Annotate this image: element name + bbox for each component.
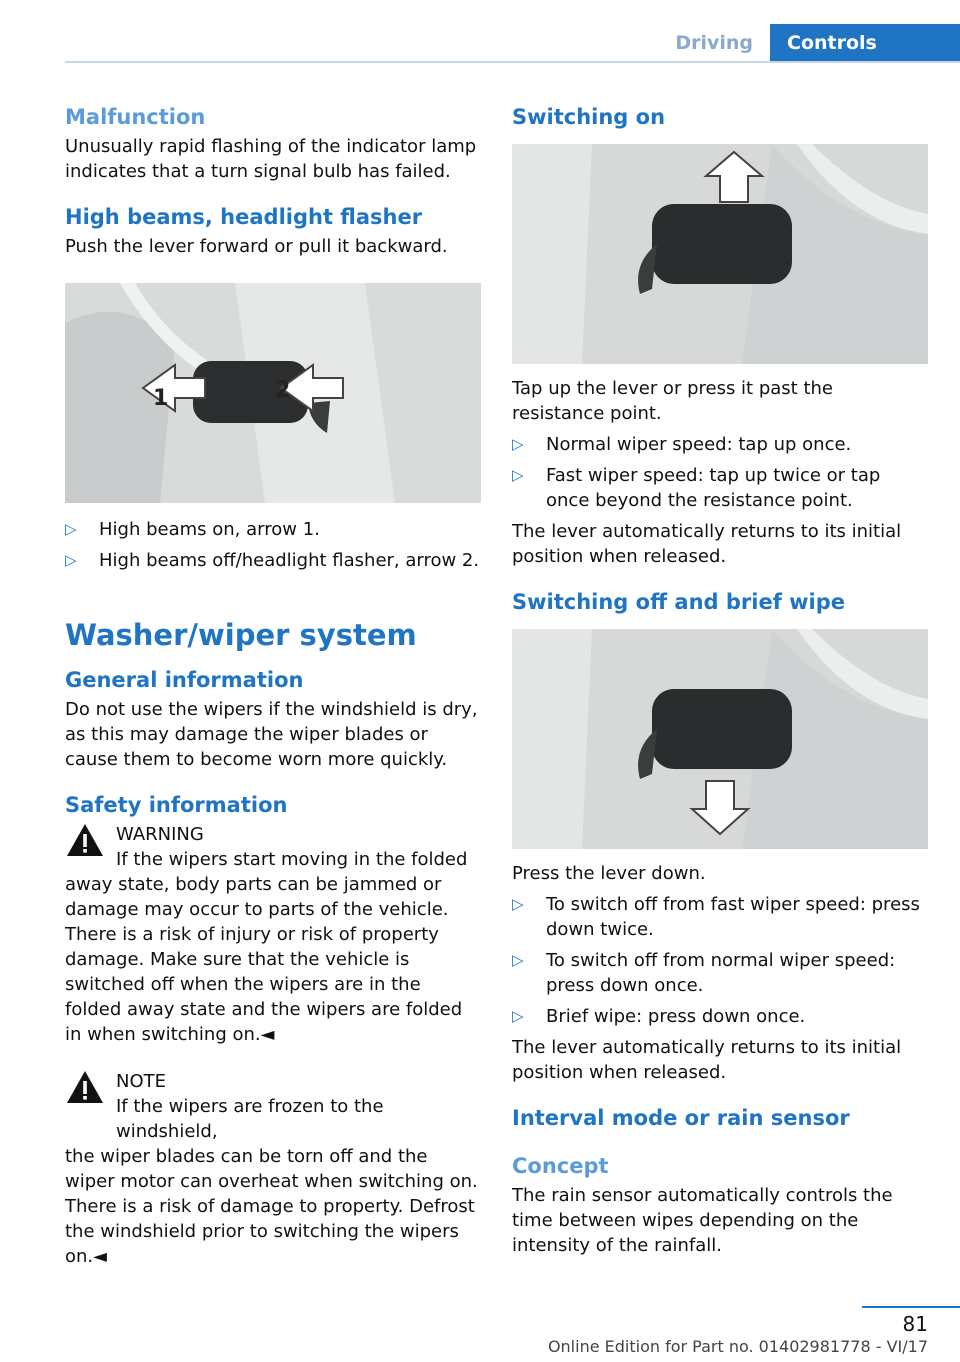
switching-on-figure [512, 144, 928, 364]
tab-controls[interactable]: Controls [770, 24, 960, 62]
list-item: ▷ High beams on, arrow 1. [65, 519, 320, 540]
return-text-1: The lever automatically returns to its initial position when released. [512, 521, 902, 567]
section-title: Washer/wiper system [65, 618, 417, 652]
note-label: NOTE [116, 1071, 167, 1092]
triangle-right-outline-icon: ▷ [512, 895, 524, 913]
header-tabs [658, 24, 960, 62]
tab-driving[interactable]: Driving [675, 32, 753, 54]
switching-off-text: Press the lever down. [512, 863, 706, 884]
list-item: ▷ Normal wiper speed: tap up once. [512, 434, 852, 455]
interval-heading: Interval mode or rain sensor [512, 1106, 850, 1130]
note-text: the wiper blades can be torn off and the wiper motor can overheat when switching on. There is a risk of damage to property. Defrost the windshield prior to switching the wipers on.◄ [65, 1146, 478, 1267]
footer-divider [862, 1306, 960, 1308]
warning-text: away state, body parts can be jammed or damage may occur to parts of the vehicle. There is a risk of injury or risk of property damage. Make sure that the vehicle is switched off when the wipers are in the folded away state and the wipers are folded in when switching on.◄ [65, 874, 463, 1045]
highbeam-lever-figure [65, 283, 481, 503]
triangle-right-outline-icon: ▷ [512, 466, 524, 484]
right-column [512, 100, 928, 1258]
highbeam-list [65, 517, 481, 573]
highbeams-heading: High beams, headlight flasher [65, 205, 423, 229]
left-column [65, 100, 481, 1269]
switching-off-heading: Switching off and brief wipe [512, 590, 846, 614]
list-item: ▷ To switch off from fast wiper speed: press down twice. [512, 894, 920, 940]
note-block [65, 1069, 481, 1269]
malfunction-text: Unusually rapid flashing of the indicator lamp indicates that a turn signal bulb has failed. [65, 136, 477, 182]
general-heading: General information [65, 668, 304, 692]
list-item: ▷ Fast wiper speed: tap up twice or tap once beyond the resistance point. [512, 465, 881, 511]
page-number: 81 [902, 1312, 928, 1336]
switching-off-figure [512, 629, 928, 849]
warning-block [65, 822, 481, 1047]
warning-label: WARNING [116, 824, 204, 845]
malfunction-heading: Malfunction [65, 105, 206, 129]
highbeams-text: Push the lever forward or pull it backward. [65, 236, 448, 257]
switching-off-list [512, 892, 928, 1029]
concept-text: The rain sensor automatically controls the time between wipes depending on the intensity of the rainfall. [512, 1185, 893, 1256]
note-text-first: If the wipers are frozen to the windshield, [116, 1096, 384, 1142]
triangle-right-outline-icon: ▷ [65, 520, 77, 538]
triangle-right-outline-icon: ▷ [512, 951, 524, 969]
list-item: ▷ To switch off from normal wiper speed: press down once. [512, 950, 896, 996]
triangle-right-outline-icon: ▷ [512, 435, 524, 453]
triangle-right-outline-icon: ▷ [512, 1007, 524, 1025]
figure-label-2: 2 [275, 378, 291, 403]
figure-label-1: 1 [153, 386, 169, 411]
concept-heading: Concept [512, 1154, 609, 1178]
return-text-2: The lever automatically returns to its initial position when released. [512, 1037, 902, 1083]
warning-text-first: If the wipers start moving in the folded [116, 849, 468, 870]
general-text: Do not use the wipers if the windshield is dry, as this may damage the wiper blades or cause them to become worn more quickly. [65, 699, 478, 770]
warning-triangle-icon [65, 1069, 105, 1105]
header-divider [65, 61, 960, 63]
safety-heading: Safety information [65, 793, 288, 817]
triangle-right-outline-icon: ▷ [65, 551, 77, 569]
edition-text: Online Edition for Part no. 01402981778 - VI/17 [547, 1337, 928, 1356]
switching-on-text: Tap up the lever or press it past the resistance point. [512, 378, 833, 424]
switching-on-list [512, 432, 928, 513]
warning-triangle-icon [65, 822, 105, 858]
list-item: ▷ Brief wipe: press down once. [512, 1006, 806, 1027]
switching-on-heading: Switching on [512, 105, 666, 129]
list-item: ▷ High beams off/headlight flasher, arrow 2. [65, 550, 480, 571]
